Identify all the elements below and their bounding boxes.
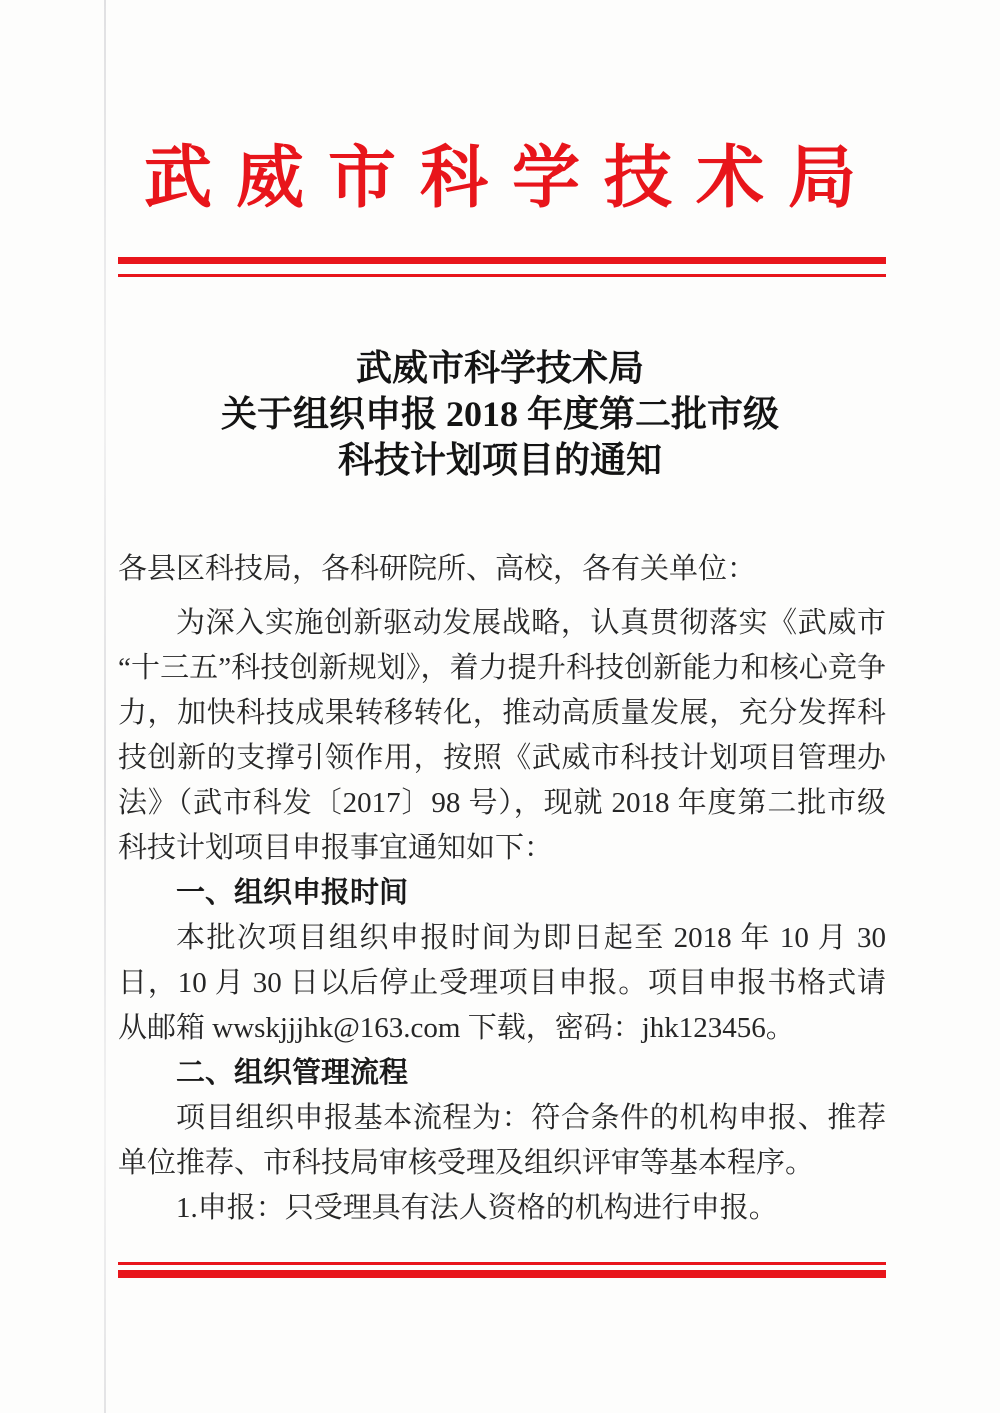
document-title-line-3: 科技计划项目的通知 [337, 440, 662, 480]
section-2-heading: 二、组织管理流程 [176, 1057, 409, 1089]
section-2-paragraph-2: 1.申报：只受理具有法人资格的机构进行申报。 [176, 1192, 778, 1224]
intro-paragraph: 为深入实施创新驱动发展战略，认真贯彻落实《武威市“十三五”科技创新规划》，着力提升科技创新能力和核心竞争力，加快科技成果转移转化，推动高质量发展，充分发挥科技创新的支撑引领作用，按照《武威市科技计划项目管理办法》（武市科发〔2017〕98 号），现就 2018 年度第二批市级科技计划项目申报事宜通知如下： [118, 607, 886, 864]
document-title-line-2: 关于组织申报 2018 年度第二批市级 [220, 394, 779, 434]
document-title [0, 345, 1000, 483]
footer-rule-thick [118, 1270, 886, 1278]
section-1-paragraph-1: 本批次项目组织申报时间为即日起至 2018 年 10 月 30 日，10 月 30 日以后停止受理项目申报。项目申报书格式请从邮箱 wwskjjjhk@163.com 下载，密码：jhk123456。 [118, 922, 886, 1044]
document-title-line-1: 武威市科学技术局 [355, 348, 644, 388]
document-body [118, 547, 886, 1231]
header-rule-thin [118, 274, 886, 277]
section-2-paragraph-1: 项目组织申报基本流程为：符合条件的机构申报、推荐单位推荐、市科技局审核受理及组织评审等基本程序。 [118, 1102, 886, 1179]
section-1-heading: 一、组织申报时间 [176, 877, 409, 909]
salutation-line: 各县区科技局，各科研院所、高校，各有关单位： [118, 553, 757, 585]
footer-rule-thin [118, 1262, 886, 1265]
header-rule-thick [118, 257, 886, 264]
agency-name-header: 武威市科学技术局 [143, 140, 880, 216]
